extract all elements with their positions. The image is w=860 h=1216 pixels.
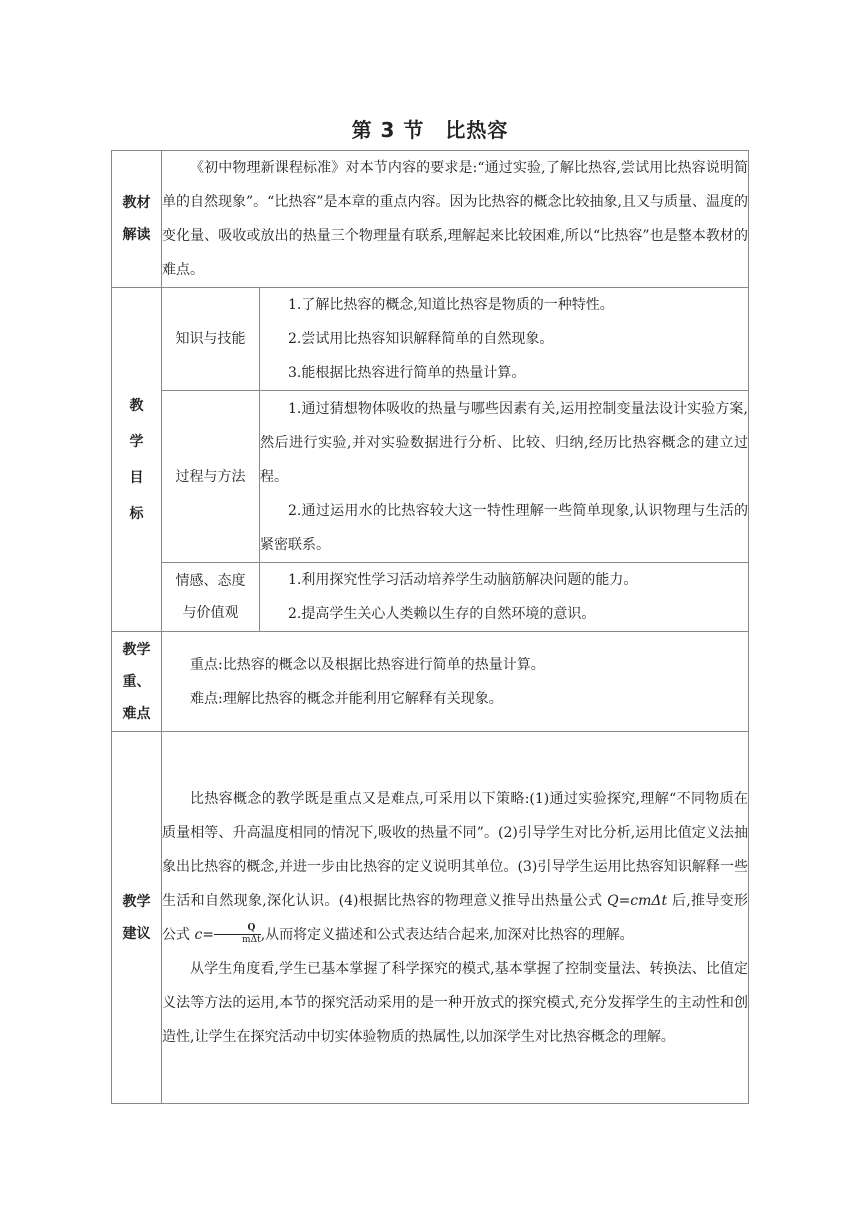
label-reading — [112, 151, 162, 288]
knowledge-content — [260, 288, 749, 391]
advice-text: 后,推导变形公式 — [162, 892, 748, 943]
label-emotion — [162, 563, 260, 632]
formula-fraction — [214, 923, 261, 946]
label-line: 教学 — [122, 893, 151, 910]
row-process — [112, 391, 749, 563]
label-line: 教 — [129, 397, 144, 414]
advice-content — [162, 732, 749, 1104]
reading-content — [162, 151, 749, 288]
label-line: 教学 — [122, 641, 151, 658]
keypoints-content — [162, 632, 749, 732]
formula-heat: Q=cmΔt — [607, 892, 668, 909]
row-advice — [112, 732, 749, 1104]
label-line: 难点 — [122, 705, 151, 722]
advice-text: ,从而将定义描述和公式表达结合起来,加深对比热容的理解。 — [260, 926, 634, 943]
emotion-content — [260, 563, 749, 632]
knowledge-item: 2.尝试用比热容知识解释简单的自然现象。 — [288, 331, 554, 347]
label-line: 建议 — [122, 925, 151, 942]
page-title: 第 3 节 比热容 — [351, 118, 509, 142]
label-line: 重、 — [122, 673, 151, 690]
label-line: 解读 — [122, 227, 151, 243]
label-goals — [112, 288, 162, 632]
advice-paragraph — [162, 782, 748, 952]
label-keypoints — [112, 632, 162, 732]
row-knowledge — [112, 288, 749, 391]
process-content — [260, 391, 749, 563]
label-line: 教材 — [122, 195, 151, 211]
advice-text: 比热容概念的教学既是重点又是难点,可采用以下策略:(1)通过实验探究,理解“不同物质在质量相等、升高温度相同的情况下,吸收的热量不同”。(2)引导学生对比分析,运用比值定义法抽象出比热容的概念,并进一步由比热容的定义说明其单位。(3)引导学生运用比热容知识解释一些生活和自然现象,深化认识。(4)根据比热容的物理意义推导出热量公式 — [162, 790, 748, 909]
label-line: 标 — [129, 505, 144, 522]
keypoint-item: 重点:比热容的概念以及根据比热容进行简单的热量计算。 — [190, 656, 545, 673]
label-knowledge: 知识与技能 — [162, 288, 260, 391]
label-process: 过程与方法 — [162, 391, 260, 563]
row-reading — [112, 151, 749, 288]
emotion-item: 1.利用探究性学习活动培养学生动脑筋解决问题的能力。 — [288, 572, 638, 588]
label-line: 目 — [129, 469, 144, 486]
formula-c: c= — [194, 926, 215, 943]
label-advice — [112, 732, 162, 1104]
knowledge-item: 3.能根据比热容进行简单的热量计算。 — [288, 365, 526, 381]
emotion-item: 2.提高学生关心人类赖以生存的自然环境的意识。 — [288, 606, 596, 622]
fraction-denominator: mΔt — [242, 935, 261, 945]
advice-paragraph: 从学生角度看,学生已基本掌握了科学探究的模式,基本掌握了控制变量法、转换法、比值定义法等方法的运用,本节的探究活动采用的是一种开放式的探究模式,充分发挥学生的主动性和创造性,让学生在探究活动中切实体验物质的热属性,以加深学生对比热容概念的理解。 — [162, 960, 748, 1045]
keypoint-item: 难点:理解比热容的概念并能利用它解释有关现象。 — [190, 690, 503, 707]
label-line: 情感、态度 — [175, 573, 246, 589]
process-item: 1.通过猜想物体吸收的热量与哪些因素有关,运用控制变量法设计实验方案,然后进行实验,并对实验数据进行分析、比较、归纳,经历比热容概念的建立过程。 — [260, 400, 748, 485]
reading-text: 《初中物理新课程标准》对本节内容的要求是:“通过实验,了解比热容,尝试用比热容说明简单的自然现象”。“比热容”是本章的重点内容。因为比热容的概念比较抽象,且又与质量、温度的变化量、吸收或放出的热量三个物理量有联系,理解起来比较困难,所以“比热容”也是整本教材的难点。 — [162, 160, 748, 278]
label-line: 学 — [129, 433, 144, 450]
knowledge-item: 1.了解比热容的概念,知道比热容是物质的一种特性。 — [288, 297, 614, 313]
label-line: 与价值观 — [182, 605, 239, 621]
row-keypoints — [112, 632, 749, 732]
lesson-table — [111, 150, 749, 1104]
process-item: 2.通过运用水的比热容较大这一特性理解一些简单现象,认识物理与生活的紧密联系。 — [260, 502, 748, 553]
row-emotion — [112, 563, 749, 632]
fraction-numerator: Q — [214, 923, 261, 935]
